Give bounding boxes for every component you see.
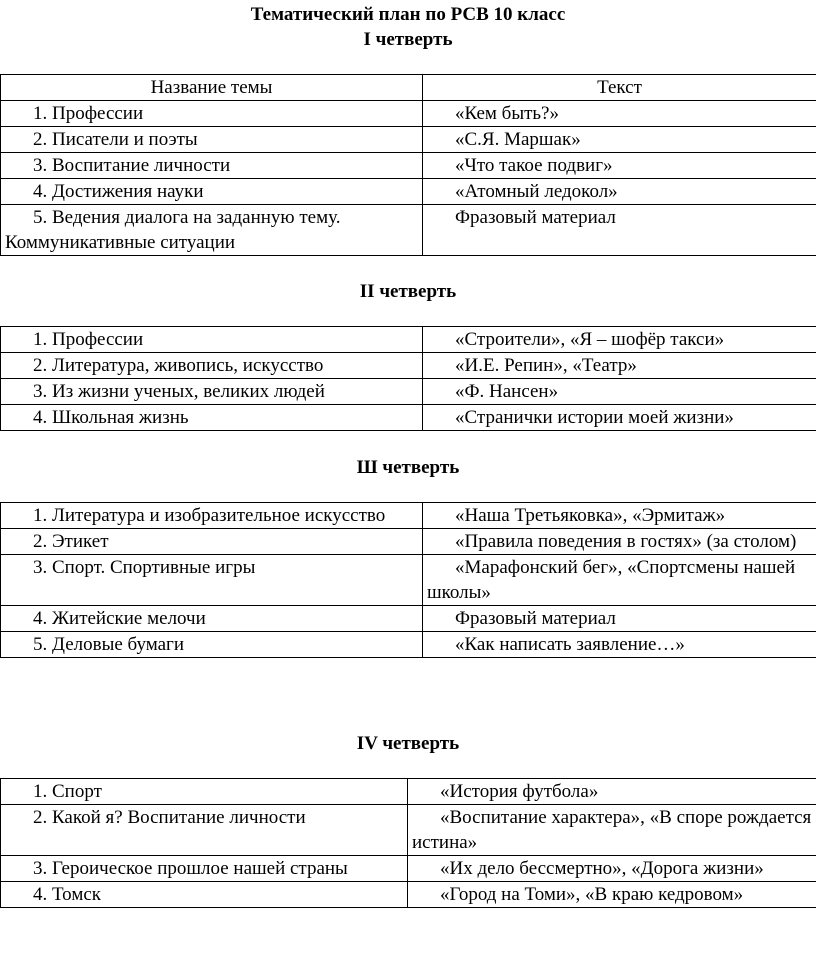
table-row — [1, 529, 816, 555]
text-cell: «Их дело бессмертно», «Дорога жизни» — [408, 856, 816, 882]
table-row — [1, 353, 816, 379]
text-cell: «Что такое подвиг» — [423, 153, 816, 179]
theme-cell: 1. Спорт — [1, 779, 408, 805]
text-cell: «Наша Третьяковка», «Эрмитаж» — [423, 503, 816, 529]
theme-cell: 1. Профессии — [1, 327, 423, 353]
theme-cell: 4. Достижения науки — [1, 179, 423, 205]
table-row — [1, 779, 816, 805]
text-cell: Фразовый материал — [423, 205, 816, 256]
table-row — [1, 555, 816, 606]
text-cell: «И.Е. Репин», «Театр» — [423, 353, 816, 379]
table-row — [1, 503, 816, 529]
text-cell: «Странички истории моей жизни» — [423, 405, 816, 431]
quarter-2-title: II четверть — [359, 281, 457, 302]
text-cell: «Атомный ледокол» — [423, 179, 816, 205]
table-row — [1, 405, 816, 431]
theme-cell: 4. Томск — [1, 882, 408, 908]
table-row — [1, 153, 816, 179]
text-cell: «Марафонский бег», «Спортсмены нашей школы» — [423, 555, 816, 606]
quarter-1-title: I четверть — [363, 29, 453, 50]
table-row — [1, 127, 816, 153]
theme-cell: 2. Какой я? Воспитание личности — [1, 805, 408, 856]
quarter-4-title: IV четверть — [356, 733, 460, 754]
theme-cell: 3. Спорт. Спортивные игры — [1, 555, 423, 606]
table-row — [1, 379, 816, 405]
table-row — [1, 205, 816, 256]
text-cell: Фразовый материал — [423, 606, 816, 632]
theme-cell: 3. Героическое прошлое нашей страны — [1, 856, 408, 882]
text-cell: «Город на Томи», «В краю кедровом» — [408, 882, 816, 908]
theme-cell: 4. Житейские мелочи — [1, 606, 423, 632]
quarter-1-table — [0, 74, 816, 256]
table-row — [1, 882, 816, 908]
theme-cell: 4. Школьная жизнь — [1, 405, 423, 431]
column-header-text: Текст — [423, 75, 816, 101]
text-cell: «С.Я. Маршак» — [423, 127, 816, 153]
theme-cell: 2. Литература, живопись, искусство — [1, 353, 423, 379]
quarter-4-table — [0, 778, 816, 908]
text-cell: «Воспитание характера», «В споре рождается истина» — [408, 805, 816, 856]
page-title: Тематический план по РСВ 10 класс — [250, 4, 566, 25]
table-row — [1, 606, 816, 632]
quarter-2-table — [0, 326, 816, 431]
quarter-3-title: Ш четверть — [356, 457, 460, 478]
table-header-row — [1, 75, 816, 101]
theme-cell: 5. Деловые бумаги — [1, 632, 423, 658]
theme-cell: 3. Из жизни ученых, великих людей — [1, 379, 423, 405]
text-cell: «Правила поведения в гостях» (за столом) — [423, 529, 816, 555]
text-cell: «Кем быть?» — [423, 101, 816, 127]
text-cell: «Как написать заявление…» — [423, 632, 816, 658]
theme-cell: 1. Профессии — [1, 101, 423, 127]
table-row — [1, 805, 816, 856]
table-row — [1, 179, 816, 205]
theme-cell: 2. Писатели и поэты — [1, 127, 423, 153]
table-row — [1, 632, 816, 658]
text-cell: «История футбола» — [408, 779, 816, 805]
quarter-3-table — [0, 502, 816, 658]
table-row — [1, 856, 816, 882]
theme-cell: 3. Воспитание личности — [1, 153, 423, 179]
theme-cell: 1. Литература и изобразительное искусство — [1, 503, 423, 529]
table-row — [1, 101, 816, 127]
theme-cell: 2. Этикет — [1, 529, 423, 555]
column-header-theme: Название темы — [1, 75, 423, 101]
text-cell: «Строители», «Я – шофёр такси» — [423, 327, 816, 353]
theme-cell: 5. Ведения диалога на заданную тему. Коммуникативные ситуации — [1, 205, 423, 256]
table-row — [1, 327, 816, 353]
text-cell: «Ф. Нансен» — [423, 379, 816, 405]
